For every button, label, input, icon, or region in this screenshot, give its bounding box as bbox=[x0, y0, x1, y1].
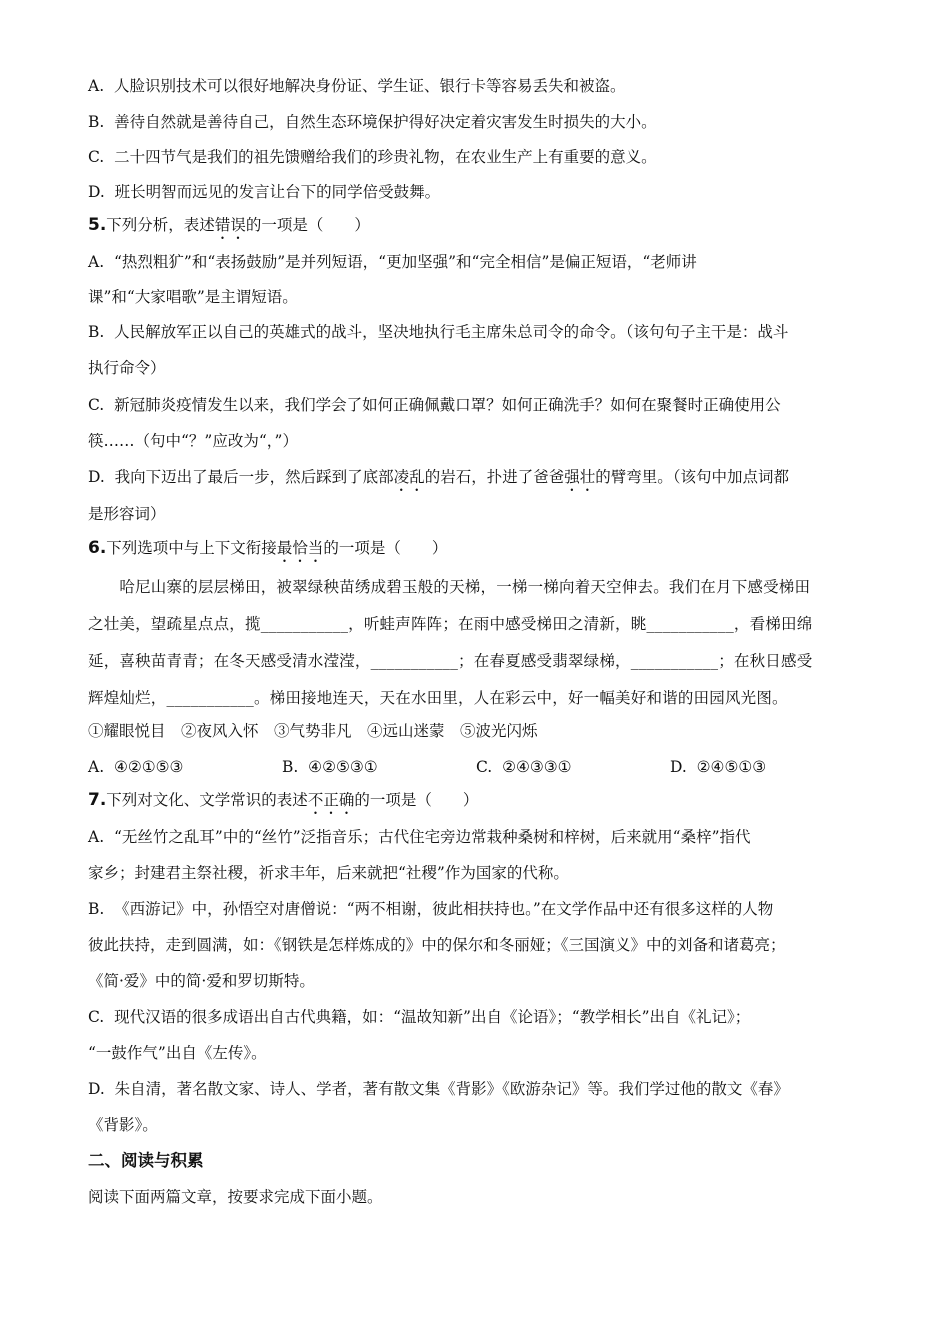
q5-stem-emphasis: 错误 bbox=[214, 216, 246, 234]
q7-option-d-line1: D. 朱自清，著名散文家、诗人、学者，著有散文集《背影》《欧游杂记》等。我们学过他的散文《春》 bbox=[88, 1080, 789, 1098]
q6-stem bbox=[88, 537, 862, 566]
q6-option-a: A. ④②①⑤③ bbox=[88, 758, 184, 776]
q5-option-d-emphasis-2: 强壮 bbox=[564, 468, 596, 486]
q5-stem-text: 下列分析，表述 bbox=[106, 216, 215, 234]
q7-option-c-line2: “一鼓作气”出自《左传》。 bbox=[88, 1044, 267, 1062]
q6-passage-line3: 延，喜秧苗青青；在冬天感受清水滢滢，___________；在春夏感受翡翠绿梯，___________；在秋日感受 bbox=[88, 652, 813, 670]
q5-option-d-text-2: 的岩石，扑进了爸爸 bbox=[424, 468, 565, 486]
q7-option-d-line2: 《背影》。 bbox=[88, 1116, 158, 1134]
q7-stem-text: 下列对文化、文学常识的表述 bbox=[106, 791, 308, 809]
q5-option-b-line1: B. 人民解放军正以自己的英雄式的战斗，坚决地执行毛主席朱总司令的命令。（该句句子主干是：战斗 bbox=[88, 323, 789, 341]
q5-number: 5. bbox=[88, 215, 107, 235]
q6-stem-text: 下列选项中与上下文衔接 bbox=[106, 539, 277, 557]
q7-option-a-line1: A. “无丝竹之乱耳”中的“丝竹”泛指音乐；古代住宅旁边常栽种桑树和梓树，后来就用“桑梓”指代 bbox=[88, 828, 751, 846]
q7-stem bbox=[88, 789, 862, 818]
q6-stem-emphasis: 最恰当 bbox=[276, 539, 324, 557]
q6-stem-tail: 的一项是（ ） bbox=[323, 539, 448, 557]
q7-number: 7. bbox=[88, 790, 107, 810]
q7-stem-emphasis: 不正确 bbox=[307, 791, 355, 809]
q4-option-d: D. 班长明智而远见的发言让台下的同学倍受鼓舞。 bbox=[88, 183, 441, 201]
q6-passage-line2: 之壮美，望疏星点点，揽___________，听蛙声阵阵；在雨中感受梯田之清新，眺___________，看梯田绵 bbox=[88, 615, 813, 633]
q6-option-b: B. ④②⑤③① bbox=[282, 758, 378, 776]
q6-option-c: C. ②④③③① bbox=[476, 758, 572, 776]
q6-passage-line1: 哈尼山寨的层层梯田，被翠绿秧苗绣成碧玉般的天梯，一梯一梯向着天空伸去。我们在月下感受梯田 bbox=[88, 578, 811, 596]
q5-option-a-line2: 课”和“大家唱歌”是主谓短语。 bbox=[88, 288, 298, 306]
q5-option-d-emphasis-1: 凌乱 bbox=[393, 468, 425, 486]
q6-number: 6. bbox=[88, 538, 107, 558]
q4-option-a: A. 人脸识别技术可以很好地解决身份证、学生证、银行卡等容易丢失和被盗。 bbox=[88, 77, 626, 95]
q6-option-d: D. ②④⑤①③ bbox=[670, 758, 767, 776]
section-instruction: 阅读下面两篇文章，按要求完成下面小题。 bbox=[88, 1188, 383, 1206]
q7-option-c-line1: C. 现代汉语的很多成语出自古代典籍，如：“温故知新”出自《论语》；“教学相长”出自《礼记》； bbox=[88, 1008, 751, 1026]
q5-option-d-text-1: D. 我向下迈出了最后一步，然后踩到了底部 bbox=[88, 468, 394, 486]
q7-option-b-line3: 《简·爱》中的简·爱和罗切斯特。 bbox=[88, 972, 315, 990]
q4-option-b: B. 善待自然就是善待自己，自然生态环境保护得好决定着灾害发生时损失的大小。 bbox=[88, 113, 657, 131]
section-heading: 二、阅读与积累 bbox=[88, 1151, 204, 1170]
q7-option-b-line2: 彼此扶持，走到圆满，如：《钢铁是怎样炼成的》中的保尔和冬丽娅；《三国演义》中的刘备和诸葛亮； bbox=[88, 936, 786, 954]
q6-phrases: ①耀眼悦目 ②夜风入怀 ③气势非凡 ④远山迷蒙 ⑤波光闪烁 bbox=[88, 722, 538, 740]
q7-option-b-line1: B. 《西游记》中，孙悟空对唐僧说：“两不相谢，彼此相扶持也。”在文学作品中还有很多这样的人物 bbox=[88, 900, 774, 918]
q5-option-d-text-3: 的臂弯里。（该句中加点词都 bbox=[595, 468, 789, 486]
q5-option-a-line1: A. “热烈粗犷”和“表扬鼓励”是并列短语，“更加坚强”和“完全相信”是偏正短语，“老师讲 bbox=[88, 253, 697, 271]
q5-option-d-line2: 是形容词） bbox=[88, 505, 166, 523]
q5-option-c-line1: C. 新冠肺炎疫情发生以来，我们学会了如何正确佩戴口罩？如何正确洗手？如何在聚餐时正确使用公 bbox=[88, 396, 781, 414]
q5-stem-tail: 的一项是（ ） bbox=[245, 216, 370, 234]
q5-option-d-line1 bbox=[88, 466, 862, 495]
q5-stem bbox=[88, 214, 862, 243]
q6-passage-line4: 辉煌灿烂，___________。梯田接地连天，天在水田里，人在彩云中，好一幅美好和谐的田园风光图。 bbox=[88, 689, 788, 707]
q7-stem-tail: 的一项是（ ） bbox=[354, 791, 479, 809]
q5-option-c-line2: 筷……（句中“？”应改为“，”） bbox=[88, 432, 298, 450]
q7-option-a-line2: 家乡；封建君主祭社稷，祈求丰年，后来就把“社稷”作为国家的代称。 bbox=[88, 864, 569, 882]
q5-option-b-line2: 执行命令） bbox=[88, 359, 166, 377]
q4-option-c: C. 二十四节气是我们的祖先馈赠给我们的珍贵礼物，在农业生产上有重要的意义。 bbox=[88, 148, 657, 166]
